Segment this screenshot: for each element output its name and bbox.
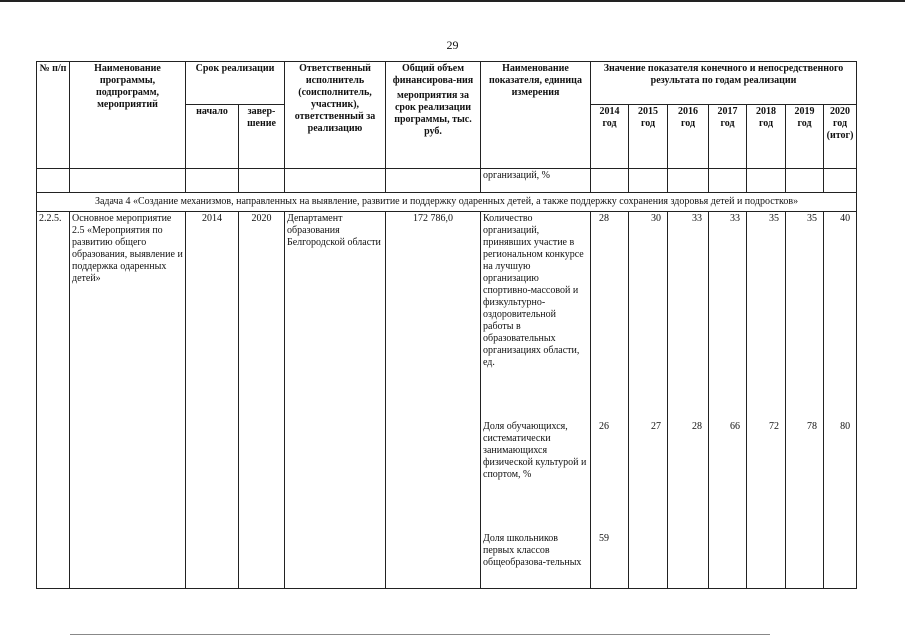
continuation-indicator: организаций, % (481, 169, 591, 193)
task-row (37, 193, 857, 212)
indicator-value: 28 (591, 212, 629, 421)
indicator-value: 26 (591, 420, 629, 532)
indicator-value: 40 (824, 212, 857, 421)
page-number: 29 (446, 38, 459, 52)
indicator-name: Доля школьников первых классов общеобразова-тельных (481, 532, 591, 589)
cell (629, 169, 668, 193)
indicator-value: 78 (786, 420, 824, 532)
continuation-row (37, 169, 857, 193)
cell (37, 169, 70, 193)
indicator-value: 66 (709, 420, 747, 532)
header-period: Срок реализации (186, 62, 285, 105)
header-start: начало (186, 105, 239, 169)
cell (591, 169, 629, 193)
indicator-value (747, 532, 786, 589)
cell (186, 169, 239, 193)
header-funding (386, 62, 481, 169)
cell (786, 169, 824, 193)
indicator-value (629, 532, 668, 589)
cell (747, 169, 786, 193)
cell (285, 169, 386, 193)
indicator-value (786, 532, 824, 589)
cell (824, 169, 857, 193)
header-year: 2020 год (итог) (824, 105, 857, 169)
indicator-value (709, 532, 747, 589)
indicator-value: 35 (747, 212, 786, 421)
indicator-name: Количество организаций, принявших участие в региональном конкурсе на лучшую организацию спортивно-массовой и физкультурно-оздоровительной работы в образовательных организациях области, ед. (481, 212, 591, 421)
indicator-value: 33 (709, 212, 747, 421)
indicator-value: 72 (747, 420, 786, 532)
top-border-line (0, 0, 905, 2)
activity-end: 2020 (239, 212, 285, 589)
activity-num: 2.2.5. (37, 212, 70, 589)
indicator-value: 30 (629, 212, 668, 421)
cell (239, 169, 285, 193)
header-year: 2016 год (668, 105, 709, 169)
indicator-value: 59 (591, 532, 629, 589)
header-year: 2017 год (709, 105, 747, 169)
indicator-name: Доля обучающихся, систематически занимающихся физической культурой и спортом, % (481, 420, 591, 532)
header-indicator: Наименование показателя, единица измерения (481, 62, 591, 169)
cell (386, 169, 481, 193)
header-end: завер-шение (239, 105, 285, 169)
indicator-value (824, 532, 857, 589)
activity-name: Основное мероприятие 2.5 «Мероприятия по развитию общего образования, выявление и поддержка одаренных детей» (70, 212, 186, 589)
bottom-edge-line (70, 634, 770, 635)
cell (709, 169, 747, 193)
header-values-group: Значение показателя конечного и непосредственного результата по годам реализации (591, 62, 857, 105)
cell (70, 169, 186, 193)
task-title: Задача 4 «Создание механизмов, направленных на выявление, развитие и поддержку одаренных детей, а также поддержку сохранения здоровья детей и подростков» (37, 193, 857, 212)
header-year: 2018 год (747, 105, 786, 169)
activity-row (37, 212, 857, 421)
activity-funding: 172 786,0 (386, 212, 481, 589)
indicator-value: 80 (824, 420, 857, 532)
indicator-value: 28 (668, 420, 709, 532)
activity-start: 2014 (186, 212, 239, 589)
activity-responsible: Департамент образования Белгородской области (285, 212, 386, 589)
indicator-value: 35 (786, 212, 824, 421)
header-funding-bottom: мероприятия за срок реализации программы, тыс. руб. (394, 90, 472, 137)
header-year: 2014 год (591, 105, 629, 169)
header-year: 2019 год (786, 105, 824, 169)
header-funding-top: Общий объем финансирова-ния (392, 63, 474, 86)
header-year: 2015 год (629, 105, 668, 169)
indicator-value (668, 532, 709, 589)
cell (668, 169, 709, 193)
header-name: Наименование программы, подпрограмм, мероприятий (70, 62, 186, 169)
header-num: № п/п (37, 62, 70, 169)
header-responsible: Ответственный исполнитель (соисполнитель, участник), ответственный за реализацию (285, 62, 386, 169)
header-row-1 (37, 62, 857, 105)
indicator-value: 27 (629, 420, 668, 532)
program-table (36, 61, 857, 589)
indicator-value: 33 (668, 212, 709, 421)
